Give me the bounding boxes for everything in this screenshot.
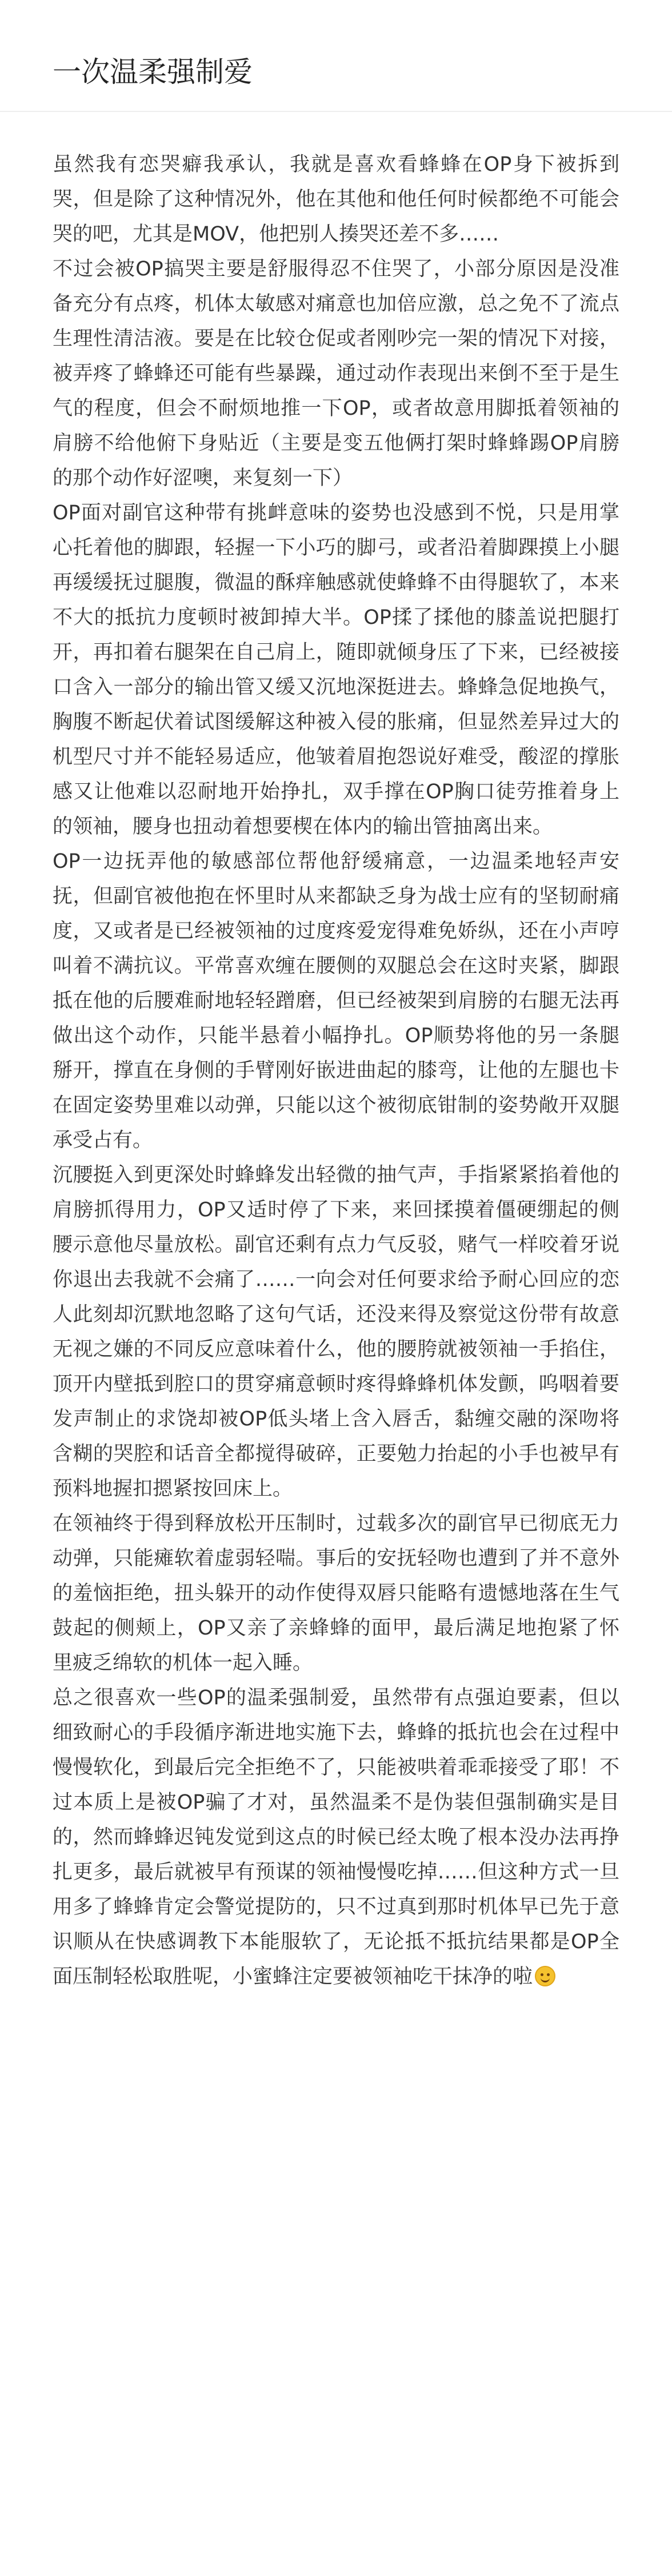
- paragraph-6: 在领袖终于得到释放松开压制时，过载多次的副官早已彻底无力动弹，只能瘫软着虚弱轻喘。事后的安抚轻吻也遭到了并不意外的羞恼拒绝，扭头躲开的动作使得双唇只能略有遗憾地落在生气鼓起的侧颊上，OP又亲了亲蜂蜂的面甲，最后满足地抱紧了怀里疲乏绵软的机体一起入睡。: [53, 1512, 619, 1674]
- paragraph-2: 不过会被OP搞哭主要是舒服得忍不住哭了，小部分原因是没准备充分有点疼，机体太敏感对痛意也加倍应激，总之免不了流点生理性清洁液。要是在比较仓促或者刚吵完一架的情况下对接，被弄疼了蜂蜂还可能有些暴躁，通过动作表现出来倒不至于是生气的程度，但会不耐烦地推一下OP，或者故意用脚抵着领袖的肩膀不给他俯下身贴近（主要是变五他俩打架时蜂蜂踢OP肩膀的那个动作好涩噢，来复刻一下）: [53, 258, 619, 490]
- paragraph-7-text: 总之很喜欢一些OP的温柔强制爱，虽然带有点强迫要素，但以细致耐心的手段循序渐进地实施下去，蜂蜂的抵抗也会在过程中慢慢软化，到最后完全拒绝不了，只能被哄着乖乖接受了耶！不过本质上是被OP骗了才对，虽然温柔不是伪装但强制确实是目的，然而蜂蜂迟钝发觉到这点的时候已经太晚了根本没办法再挣扎更多，最后就被早有预谋的领袖慢慢吃掉……但这种方式一旦用多了蜂蜂肯定会警觉提防的，只不过真到那时机体早已先于意识顺从在快感调教下本能服软了，无论抵不抵抗结果都是OP全面压制轻松取胜呢，小蜜蜂注定要被领袖吃干抹净的啦: [53, 1686, 619, 1988]
- paragraph-5: 沉腰挺入到更深处时蜂蜂发出轻微的抽气声，手指紧紧掐着他的肩膀抓得用力，OP又适时停了下来，来回揉摸着僵硬绷起的侧腰示意他尽量放松。副官还剩有点力气反驳，赌气一样咬着牙说你退出去我就不会痛了……一向会对任何要求给予耐心回应的恋人此刻却沉默地忽略了这句气话，还没来得及察觉这份带有故意无视之嫌的不同反应意味着什么，他的腰胯就被领袖一手掐住，顶开内壁抵到腔口的贯穿痛意顿时疼得蜂蜂机体发颤，呜咽着要发声制止的求饶却被OP低头堵上含入唇舌，黏缠交融的深吻将含糊的哭腔和话音全都搅得破碎，正要勉力抬起的小手也被早有预料地握扣摁紧按回床上。: [53, 1164, 619, 1500]
- smiling-face-emoji-icon: [535, 1966, 555, 1986]
- article-header: [0, 0, 672, 112]
- article-body: [0, 112, 672, 1994]
- paragraph-1: 虽然我有恋哭癖我承认，我就是喜欢看蜂蜂在OP身下被拆到哭，但是除了这种情况外，他在其他和他任何时候都绝不可能会哭的吧，尤其是MOV，他把别人揍哭还差不多……: [53, 153, 619, 246]
- paragraph-3: OP面对副官这种带有挑衅意味的姿势也没感到不悦，只是用掌心托着他的脚跟，轻握一下小巧的脚弓，或者沿着脚踝摸上小腿再缓缓抚过腿腹，微温的酥痒触感就使蜂蜂不由得腿软了，本来不大的抵抗力度顿时被卸掉大半。OP揉了揉他的膝盖说把腿打开，再扣着右腿架在自己肩上，随即就倾身压了下来，已经被接口含入一部分的输出管又缓又沉地深挺进去。蜂蜂急促地换气，胸腹不断起伏着试图缓解这种被入侵的胀痛，但显然差异过大的机型尺寸并不能轻易适应，他皱着眉抱怨说好难受，酸涩的撑胀感又让他难以忍耐地开始挣扎，双手撑在OP胸口徒劳推着身上的领袖，腰身也扭动着想要楔在体内的输出管抽离出来。: [53, 502, 619, 838]
- article-title: 一次温柔强制爱: [53, 55, 253, 89]
- paragraph-7: [53, 1681, 619, 1994]
- paragraph-4: OP一边抚弄他的敏感部位帮他舒缓痛意，一边温柔地轻声安抚，但副官被他抱在怀里时从来都缺乏身为战士应有的坚韧耐痛度，又或者是已经被领袖的过度疼爱宠得难免娇纵，还在小声哼叫着不满抗议。平常喜欢缠在腰侧的双腿总会在这时夹紧，脚跟抵在他的后腰难耐地轻轻蹭磨，但已经被架到肩膀的右腿无法再做出这个动作，只能半悬着小幅挣扎。OP顺势将他的另一条腿掰开，撑直在身侧的手臂刚好嵌进曲起的膝弯，让他的左腿也卡在固定姿势里难以动弹，只能以这个被彻底钳制的姿势敞开双腿承受占有。: [53, 850, 619, 1152]
